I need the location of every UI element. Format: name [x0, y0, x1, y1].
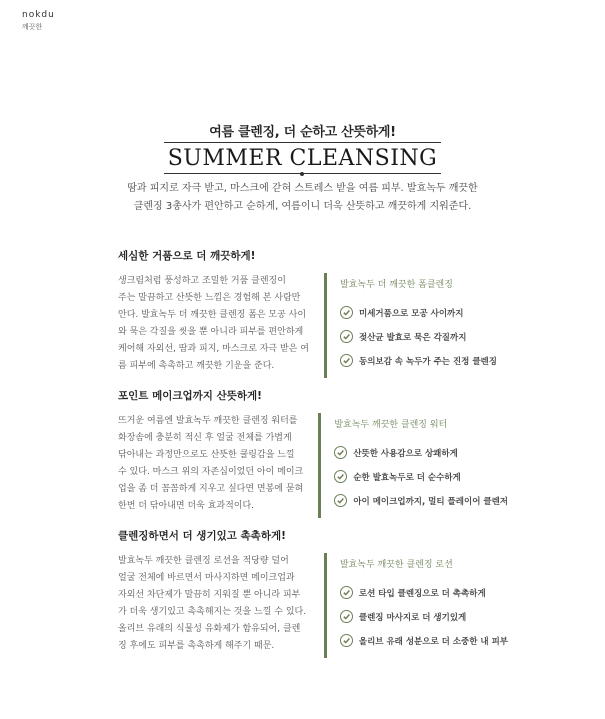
page-title: [164, 142, 442, 174]
check-icon: [340, 610, 353, 623]
page-title-text: SUMMER CLEANSING: [167, 146, 438, 171]
feature-item: [334, 470, 508, 483]
feature-label: 순한 발효녹두로 더 순수하게: [353, 472, 461, 483]
feature-label: 산뜻한 사용감으로 상쾌하게: [353, 448, 458, 459]
desc-line: 업을 좀 더 꼼꼼하게 지우고 싶다면 면봉에 묻혀: [118, 484, 304, 494]
section-lotion: [118, 528, 508, 658]
feature-label: 미세거품으로 모공 사이까지: [359, 308, 464, 319]
feature-label: 아이 메이크업까지, 멀티 플레이어 클렌저: [353, 496, 508, 507]
feature-list: [334, 413, 508, 518]
desc-line: 올리브 유래의 식물성 유화제가 함유되어, 클렌: [118, 624, 301, 634]
divider: [324, 553, 327, 658]
desc-line: 징 후에도 피부를 촉촉하게 해주기 때문.: [118, 641, 275, 651]
product-name: 발효녹두 더 깨끗한 폼클렌징: [340, 280, 453, 290]
feature-item: [340, 306, 508, 319]
title-wrap: [0, 142, 605, 174]
feature-label: 올리브 유래 성분으로 더 소중한 내 피부: [358, 636, 508, 647]
feature-item: [340, 330, 508, 343]
desc-line: 가 더욱 생기있고 촉촉해지는 것을 느낄 수 있다.: [118, 607, 307, 617]
feature-item: [340, 610, 508, 623]
desc-line: 수 있다. 마스크 위의 자존심이었던 아이 메이크: [118, 467, 304, 477]
feature-label: 동의보감 속 녹두가 주는 진정 클렌징: [359, 356, 497, 367]
feature-label: 젖산균 발효로 묵은 각질까지: [359, 332, 467, 343]
desc-line: 안다. 발효녹두 더 깨끗한 클렌징 폼은 모공 사이: [118, 310, 307, 320]
section-foam: [118, 248, 508, 378]
desc-line: 케어해 자외선, 땀과 피지, 마스크로 자극 받은 여: [118, 344, 309, 354]
intro-line: 땀과 피지로 자극 받고, 마스크에 갇혀 스트레스 받을 여름 피부. 발효녹두 깨끗한: [127, 183, 478, 194]
desc-line: 뜨거운 여름엔 발효녹두 깨끗한 클렌징 워터를: [118, 416, 298, 426]
check-icon: [340, 354, 353, 367]
section-water: [118, 388, 508, 518]
section-title: 포인트 메이크업까지 산뜻하게!: [118, 390, 262, 402]
check-icon: [340, 306, 353, 319]
feature-item: [340, 634, 508, 647]
feature-list: [340, 553, 508, 658]
desc-line: 얼굴 전체에 바르면서 마사지하면 메이크업과: [118, 573, 295, 583]
feature-list: [340, 273, 508, 378]
desc-line: 화장솜에 충분히 적신 후 얼굴 전체를 가볍게: [118, 433, 292, 443]
check-icon: [340, 330, 353, 343]
check-icon: [340, 634, 353, 647]
title-ornament: [300, 172, 304, 176]
headline: 여름 클렌징, 더 순하고 산뜻하게!: [209, 125, 396, 140]
brand-name: nokdu: [22, 10, 55, 20]
brand-logo: [22, 10, 55, 32]
check-icon: [334, 446, 347, 459]
feature-label: 로션 타입 클렌징으로 더 촉촉하게: [358, 588, 486, 599]
feature-item: [334, 494, 508, 507]
intro-paragraph: [0, 180, 605, 216]
feature-item: [340, 354, 508, 367]
section-desc: [118, 273, 321, 378]
desc-line: 와 묵은 각질을 씻을 뿐 아니라 피부를 편안하게: [118, 327, 304, 337]
section-desc: [118, 413, 315, 518]
feature-item: [334, 446, 508, 459]
desc-line: 한번 더 닦아내면 더욱 효과적이다.: [118, 501, 255, 511]
check-icon: [334, 470, 347, 483]
product-name: 발효녹두 깨끗한 클렌징 로션: [339, 560, 453, 570]
feature-item: [340, 586, 508, 599]
brand-sub: 깨끗한: [22, 23, 43, 31]
check-icon: [334, 494, 347, 507]
desc-line: 생크림처럼 풍성하고 조밀한 거품 클렌징이: [118, 276, 286, 286]
feature-label: 클렌징 마사지로 더 생기있게: [358, 612, 467, 623]
divider: [318, 413, 321, 518]
section-desc: [118, 553, 321, 658]
desc-line: 주는 말끔하고 산뜻한 느낌은 경험해 본 사람만: [118, 293, 301, 303]
desc-line: 발효녹두 깨끗한 클렌징 로션을 적당량 덜어: [118, 556, 289, 566]
intro-line: 클렌징 3총사가 편안하고 순하게, 여름이니 더욱 산뜻하고 깨끗하게 지워준다.: [133, 201, 472, 212]
section-title: 세심한 거품으로 더 깨끗하게!: [118, 250, 256, 262]
desc-line: 닦아내는 과정만으로도 산뜻한 쿨링감을 느낄: [118, 450, 295, 460]
divider: [324, 273, 327, 378]
check-icon: [340, 586, 353, 599]
desc-line: 자외선 차단제가 말끔히 지워질 뿐 아니라 피부: [118, 590, 301, 600]
product-name: 발효녹두 깨끗한 클렌징 워터: [334, 420, 448, 430]
desc-line: 름 피부에 촉촉하고 깨끗한 기운을 준다.: [118, 361, 275, 371]
section-title: 클렌징하면서 더 생기있고 촉촉하게!: [118, 530, 286, 542]
